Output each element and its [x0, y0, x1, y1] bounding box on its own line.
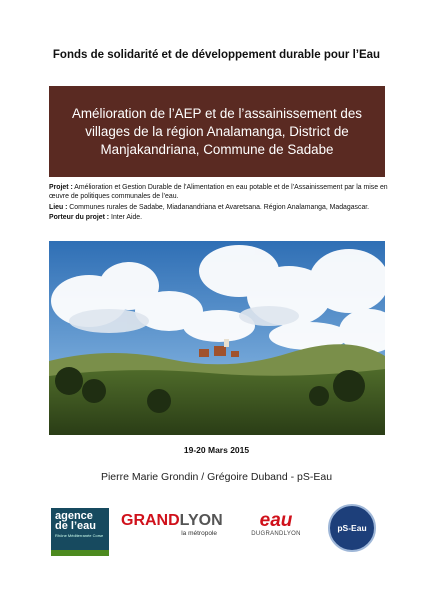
- pseau-logo: [328, 504, 376, 552]
- eau-sub: DUGRANDLYON: [251, 531, 301, 537]
- porteur-label: Porteur du projet :: [49, 214, 110, 222]
- projet-paragraph: [49, 184, 389, 202]
- agence-strip: [51, 550, 109, 556]
- agence-eau-logo: [51, 508, 109, 550]
- eau-grandlyon-logo: [241, 511, 311, 545]
- projet-label: Projet :: [49, 184, 73, 191]
- agence-line2: de l’eau: [55, 520, 96, 532]
- landscape-image: [49, 241, 385, 435]
- lieu-label: Lieu :: [49, 203, 68, 211]
- agence-line1: agence: [55, 510, 93, 522]
- grandlyon-logo: [121, 512, 231, 546]
- grandlyon-lyon: LYON: [179, 512, 223, 529]
- title-banner: [49, 86, 385, 177]
- landscape-photo: [49, 241, 385, 435]
- porteur-text: Inter Aide.: [111, 214, 143, 222]
- pseau-text: pS-Eau: [337, 523, 367, 533]
- lieu-paragraph: [49, 204, 389, 213]
- eau-main: eau: [259, 510, 293, 531]
- agence-sub: Rhône Méditerranée Corse: [55, 533, 104, 538]
- grandlyon-sub: la métropole: [181, 530, 217, 537]
- authors-line: Pierre Marie Grondin / Grégoire Duband - pS-Eau: [100, 471, 333, 483]
- event-date: 19-20 Mars 2015: [183, 445, 250, 455]
- projet-text: Amélioration et Gestion Durable de l’Alimentation en eau potable et de l’Assainissement par la mise en œuvre de politiques communales de l’eau.: [49, 184, 388, 200]
- project-title: Amélioration de l’AEP et de l’assainissement des villages de la région Analamanga, District de Manjakandriana, Commune de Sadabe: [71, 105, 363, 157]
- porteur-paragraph: [49, 214, 389, 223]
- project-info: [49, 184, 389, 225]
- lieu-text: Communes rurales de Sadabe, Miadanandriana et Avaretsana. Région Analamanga, Madagascar.: [69, 203, 370, 211]
- grandlyon-grand: GRAND: [121, 512, 180, 529]
- fund-title: Fonds de solidarité et de développement durable pour l’Eau: [52, 49, 381, 61]
